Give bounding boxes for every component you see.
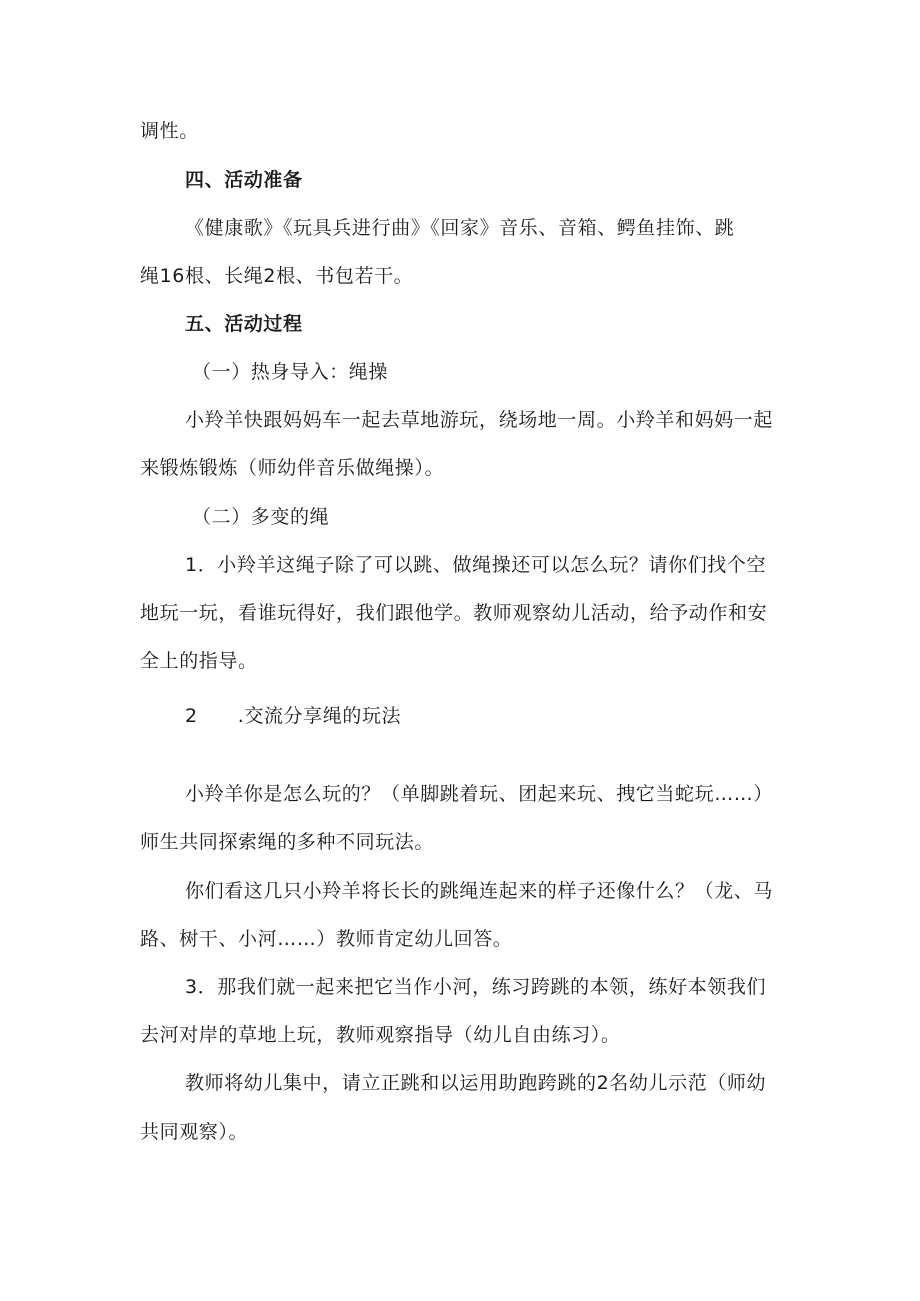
paragraph-line: 小羚羊你是怎么玩的？（单脚跳着玩、团起来玩、拽它当蛇玩……） bbox=[185, 783, 774, 805]
list-number: 2 bbox=[185, 705, 198, 727]
section-heading-preparation: 四、活动准备 bbox=[185, 169, 303, 191]
paragraph-line: 《健康歌》《玩具兵进行曲》《回家》音乐、音箱、鳄鱼挂饰、跳 bbox=[185, 217, 735, 239]
section-heading-process: 五、活动过程 bbox=[185, 313, 303, 335]
paragraph-line: 地玩一玩，看谁玩得好，我们跟他学。教师观察幼儿活动，给予动作和安 bbox=[140, 602, 768, 624]
paragraph-line: 共同观察）。 bbox=[140, 1121, 249, 1143]
list-item-text: .交流分享绳的玩法 bbox=[237, 705, 402, 727]
paragraph-line: 全上的指导。 bbox=[140, 650, 258, 672]
paragraph-line: 你们看这几只小羚羊将长长的跳绳连起来的样子还像什么？（龙、马 bbox=[185, 880, 774, 902]
paragraph-line: 教师将幼儿集中，请立正跳和以运用助跑跨跳的2名幼儿示范（师幼 bbox=[185, 1072, 767, 1094]
paragraph-line: 小羚羊快跟妈妈车一起去草地游玩，绕场地一周。小羚羊和妈妈一起 bbox=[185, 409, 774, 431]
paragraph-line: 3．那我们就一起来把它当作小河，练习跨跳的本领，练好本领我们 bbox=[185, 976, 767, 998]
paragraph-line: 1．小羚羊这绳子除了可以跳、做绳操还可以怎么玩？请你们找个空 bbox=[185, 554, 767, 576]
paragraph-line: 来锻炼锻炼（师幼伴音乐做绳操）。 bbox=[140, 457, 445, 479]
paragraph-line: 绳16根、长绳2根、书包若干。 bbox=[140, 265, 414, 287]
list-item-2 bbox=[185, 704, 401, 728]
paragraph-line: 调性。 bbox=[140, 120, 199, 142]
subsection-heading-warmup: （一）热身导入：绳操 bbox=[192, 361, 389, 383]
paragraph-line: 去河对岸的草地上玩，教师观察指导（幼儿自由练习）。 bbox=[140, 1024, 621, 1046]
paragraph-line: 师生共同探索绳的多种不同玩法。 bbox=[140, 831, 435, 853]
paragraph-line: 路、树干、小河……）教师肯定幼儿回答。 bbox=[140, 928, 513, 950]
subsection-heading-rope: （二）多变的绳 bbox=[192, 506, 330, 528]
